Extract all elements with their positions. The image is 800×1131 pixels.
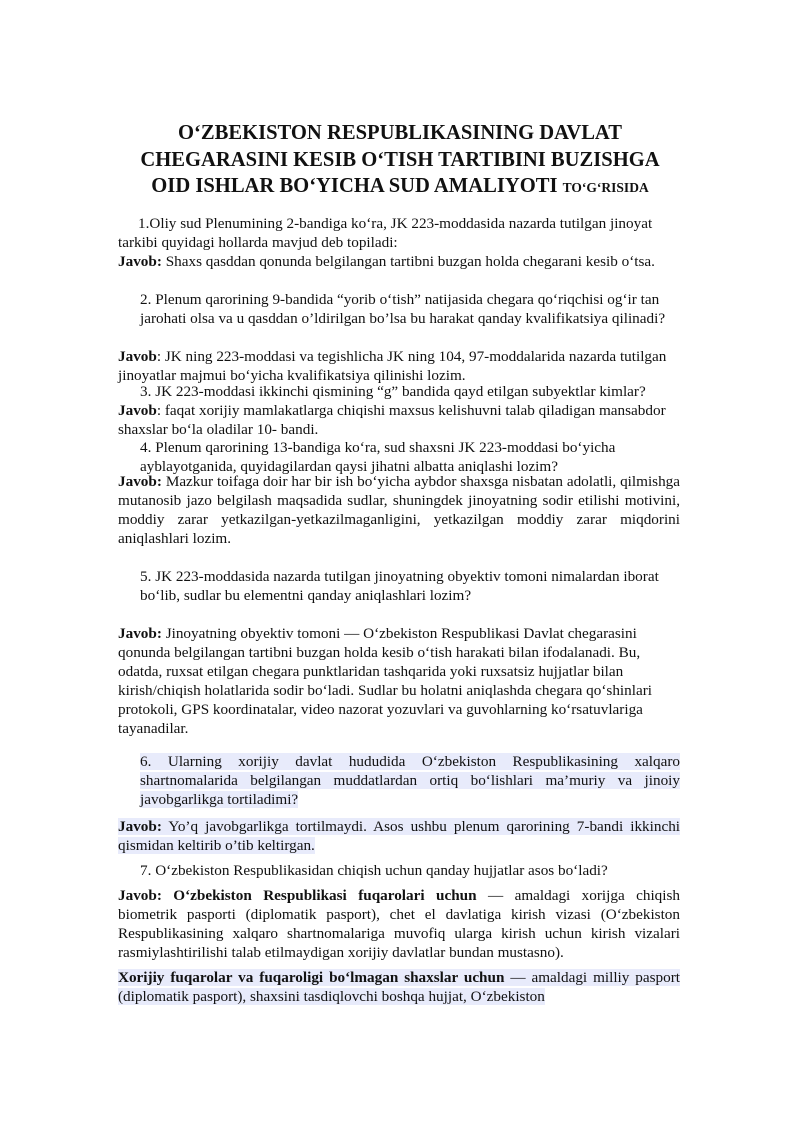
question-5: 5. JK 223-moddasida nazarda tutilgan jinoyatning obyektiv tomoni nimalardan iborat bo‘lib, sudlar bu elementni qanday aniqlashlari lozim? <box>140 568 659 604</box>
answer-4 <box>118 472 680 548</box>
question-6-text: 6. Ularning xorijiy davlat hududida O‘zbekiston Respublikasining xalqaro shartnomalarida belgilangan muddatlardan ortiq bo‘lishlari ma’muriy va jinoiy javobgarlikga tortiladimi? <box>140 753 680 808</box>
answer-7-label: Javob: O‘zbekiston Respublikasi fuqarolari uchun <box>118 887 477 904</box>
answer-5-label: Javob: <box>118 625 162 642</box>
question-2: 2. Plenum qarorining 9-bandida “yorib o‘tish” natijasida chegara qo‘riqchisi og‘ir tan jarohati olsa va u qasddan o’ldirilgan bo’lsa bu harakat qanday kvalifikatsiya qilinadi? <box>140 291 666 327</box>
answer-2 <box>118 347 680 385</box>
title-line-1: O‘ZBEKISTON RESPUBLIKASINING DAVLAT <box>177 122 623 144</box>
answer-6-text: Yo’q javobgarlikga tortilmaydi. Asos ushbu plenum qarorining 7-bandi ikkinchi qismidan keltirib o’tib keltirgan. <box>118 818 681 854</box>
title-line-3-small: TO‘G‘RISIDA <box>562 180 649 195</box>
answer-7-foreign-text: — amaldagi milliy pasport (diplomatik pasport), shaxsini tasdiqlovchi boshqa hujjat, O‘zbekiston <box>118 969 680 1005</box>
answer-3-text: : faqat xorijiy mamlakatlarga chiqishi maxsus kelishuvni talab qiladigan mansabdor shaxslar bo‘la oladilar 10- bandi. <box>118 402 666 438</box>
answer-5 <box>118 624 680 738</box>
answer-5-text: Jinoyatning obyektiv tomoni — O‘zbekiston Respublikasi Davlat chegarasini qonunda belgilangan tartibni buzgan holda kesib o‘tish harakati bilan ifodalanadi. Bu, odatda, ruxsat etilgan chegara punktlaridan tashqarida yoki ruxsatsiz hujjatlar bilan kirish/chiqish holatlarida sodir bo‘ladi. Sudlar bu holatni aniqlashda chegara qo‘shinlari protokoli, GPS koordinatalar, video nazorat yozuvlari va guvohlarning ko‘rsatuvlariga tayanadilar. <box>118 625 652 737</box>
title-line-3 <box>100 173 700 202</box>
answer-6 <box>118 817 680 855</box>
answer-7-foreign-label: Xorijiy fuqarolar va fuqaroligi bo‘lmagan shaxslar uchun <box>118 969 505 986</box>
answer-4-text: Mazkur toifaga doir har bir ish bo‘yicha aybdor shaxsga nisbatan adolatli, qilmishga mutanosib jazo belgilash maqsadida sudlar, shuningdek jinoyatning sodir etilishi motivini, moddiy zarar yetkazilgan-yetkazilmaganligini, yetkazilgan moddiy zarar miqdorini aniqlashlari lozim. <box>118 473 680 547</box>
title-line-2: CHEGARASINI KESIB O‘TISH TARTIBINI BUZISHGA <box>140 148 660 171</box>
answer-1-label: Javob: <box>118 253 162 270</box>
title-line-3-main: OID ISHLAR BO‘YICHA SUD AMALIYOTI <box>151 175 558 197</box>
answer-7-foreign <box>118 968 680 1006</box>
answer-1-text: Shaxs qasddan qonunda belgilangan tartibni buzgan holda chegarani kesib o‘tsa. <box>165 253 655 270</box>
question-1: 1.Oliy sud Plenumining 2-bandiga ko‘ra, JK 223-moddasida nazarda tutilgan jinoyat tarkibi quyidagi hollarda mavjud deb topiladi: <box>118 215 653 251</box>
document-title <box>100 120 700 202</box>
question-7: 7. O‘zbekiston Respublikasidan chiqish uchun qanday hujjatlar asos bo‘ladi? <box>140 862 608 879</box>
answer-7 <box>118 886 680 962</box>
question-3: 3. JK 223-moddasi ikkinchi qismining “g” bandida qayd etilgan subyektlar kimlar? <box>140 383 646 400</box>
question-6 <box>118 752 680 809</box>
answer-2-text: : JK ning 223-moddasi va tegishlicha JK ning 104, 97-moddalarida nazarda tutilgan jinoyatlar majmui bo‘yicha kvalifikatsiya qilinishi lozim. <box>118 348 667 384</box>
answer-6-label: Javob: <box>118 818 162 835</box>
answer-3-label: Javob <box>118 402 157 419</box>
answer-3 <box>118 401 680 439</box>
answer-1 <box>118 252 680 271</box>
answer-4-label: Javob: <box>118 473 162 490</box>
question-4: 4. Plenum qarorining 13-bandiga ko‘ra, sud shaxsni JK 223-moddasi bo‘yicha ayblayotganida, quyidagilardan qaysi jihatni albatta aniqlashi lozim? <box>140 439 616 475</box>
answer-2-label: Javob <box>118 348 157 365</box>
answer-7-text: — amaldagi xorijga chiqish biometrik pasporti (diplomatik pasport), chet el davlatiga kirish vizasi (O‘zbekiston Respublikasining xalqaro shartnomalariga muvofiq ularga kirish uchun kirish vizalari rasmiylashtirilishi talab etilmaydigan xorijiy davlatlar bundan mustasno). <box>118 887 680 961</box>
